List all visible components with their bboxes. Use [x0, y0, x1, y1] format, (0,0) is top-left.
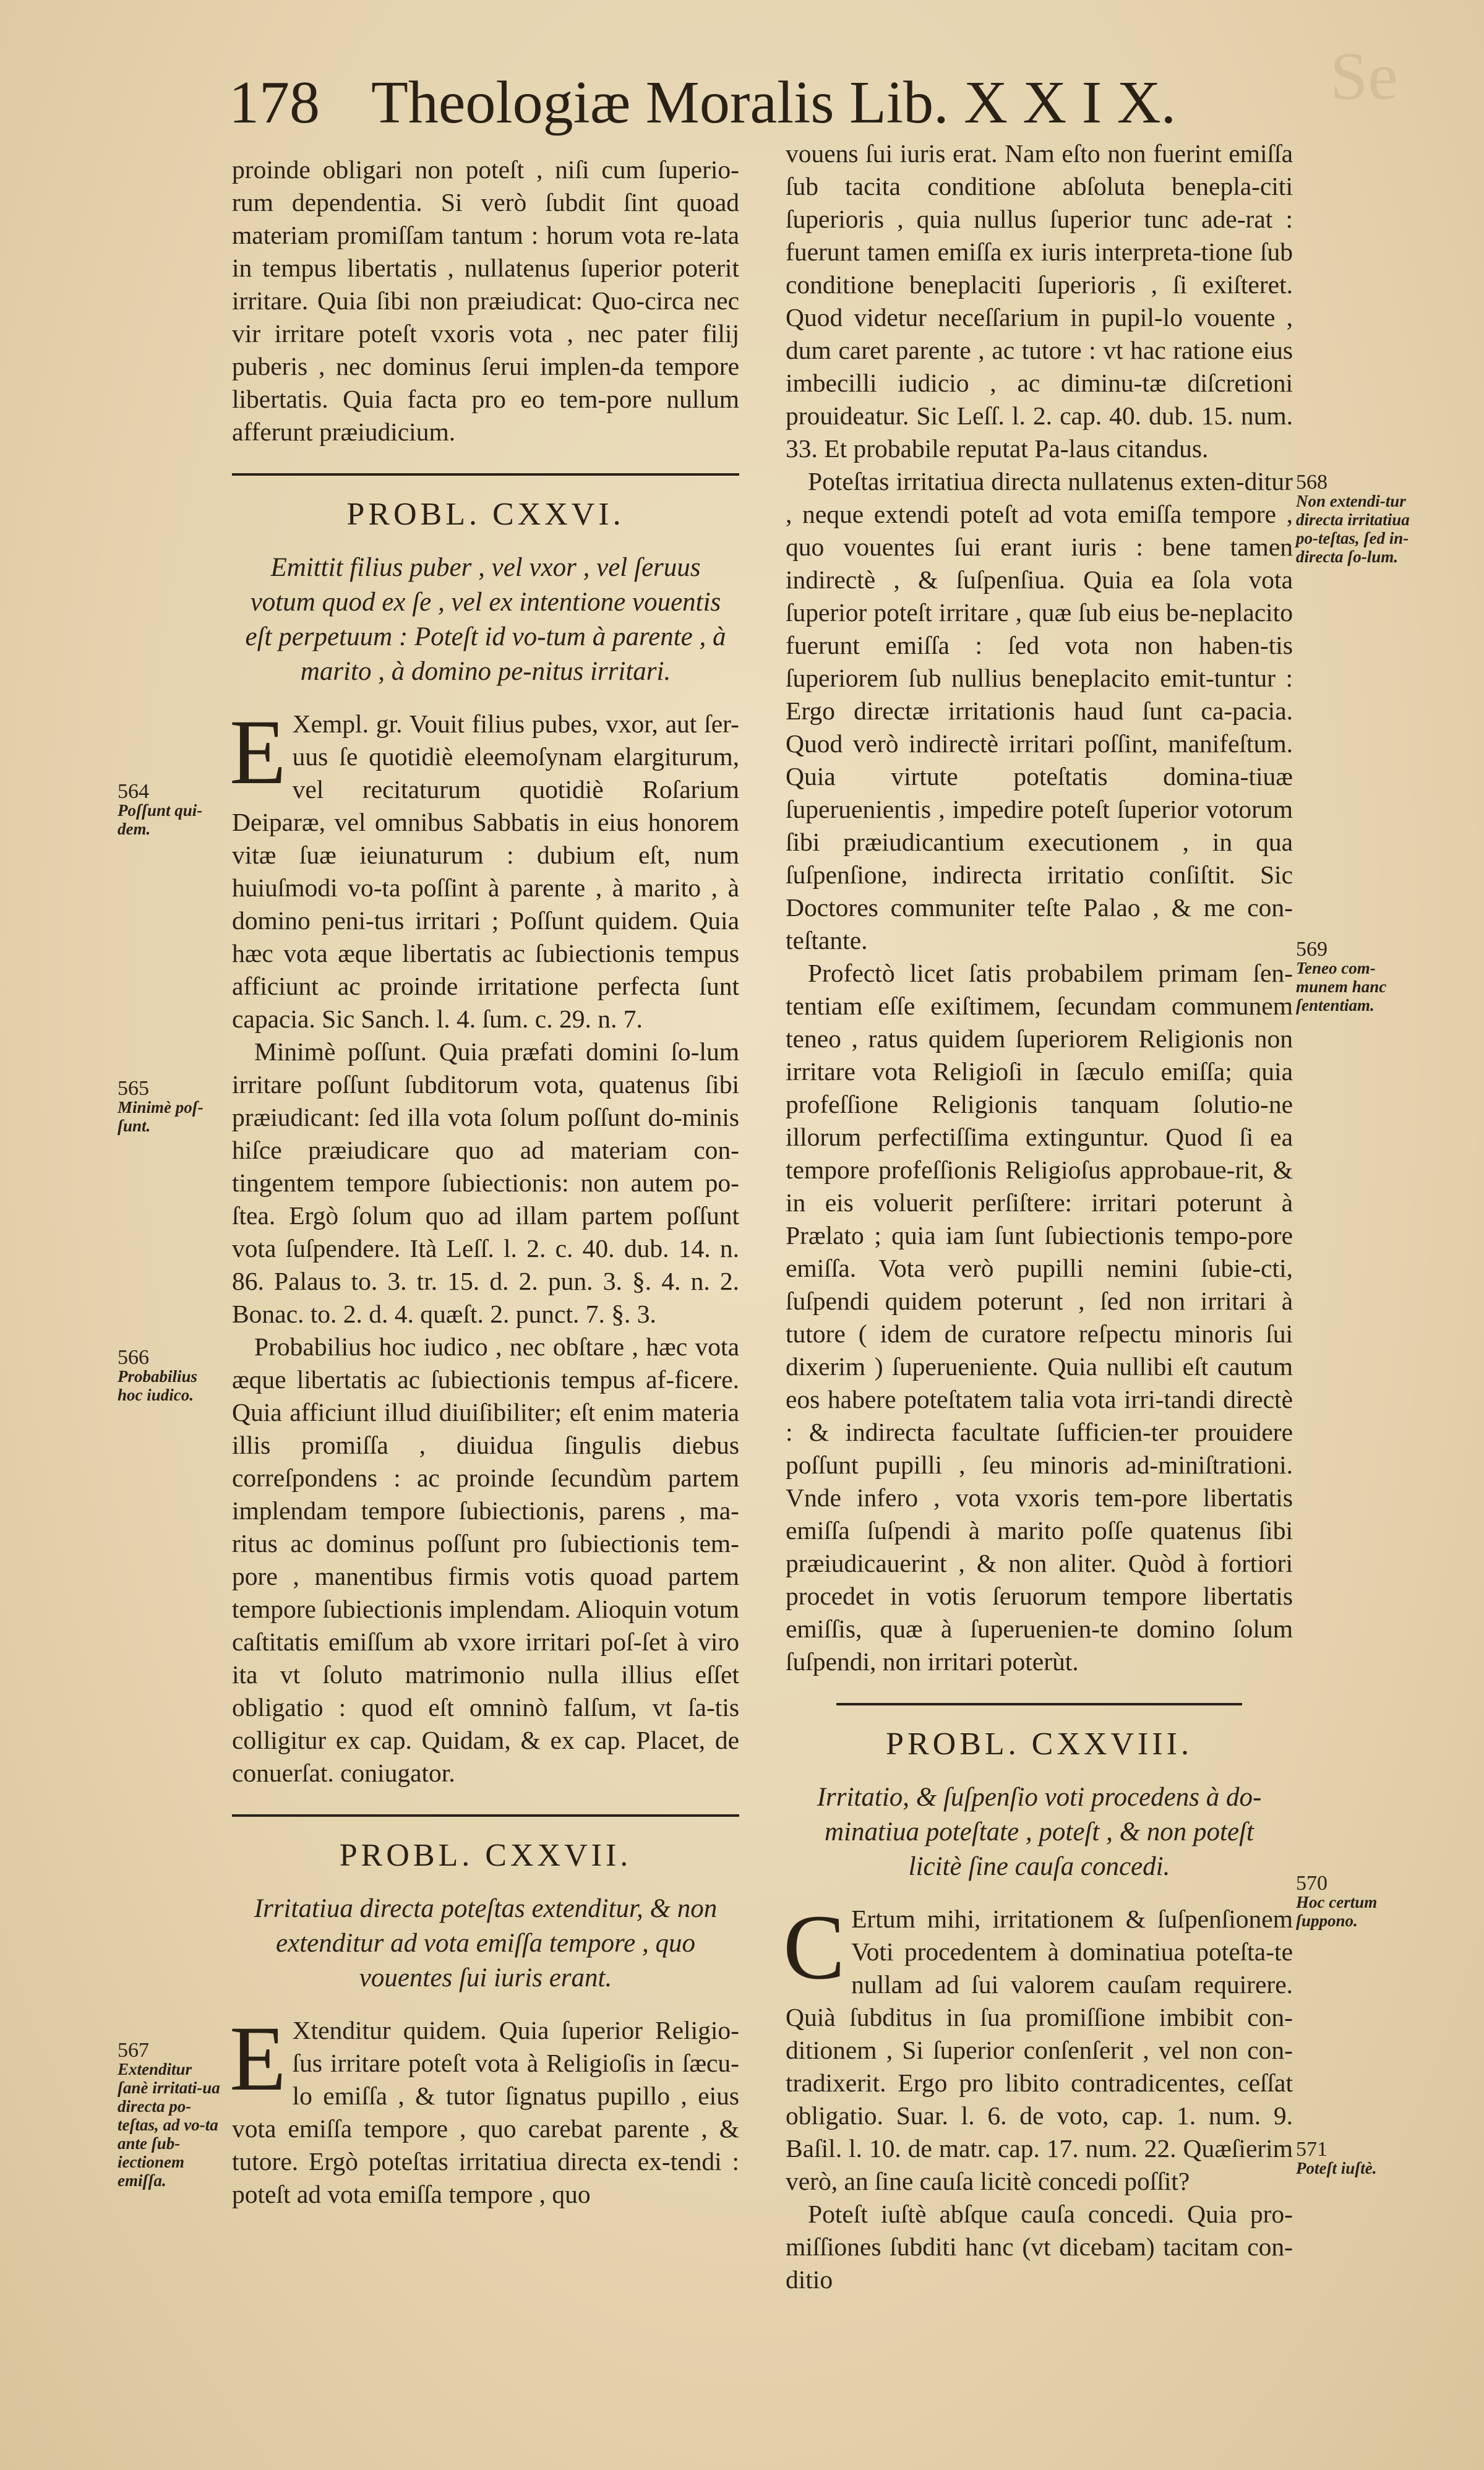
running-header — [229, 68, 1293, 136]
right-column — [783, 137, 1293, 2296]
right-intro-paragraph: vouens ſui iuris erat. Nam eſto non fuerint emiſſa ſub tacita conditione abſoluta benepla-citi ſuperioris , quia nullus ſuperior tunc ade-rat : fuerunt tamen emiſſa ex iuris interpreta-tione ſub conditione beneplaciti ſuperioris , ſi exiſteret. Quod videtur neceſſarium in pupil-lo vouente , dum caret parente , ac tutore : vt hac ratione eius imbecilli iudicio , ac diminu-tæ diſcretioni prouideatur. Sic Leſſ. l. 2. cap. 40. dub. 15. num. 33. Et probabile reputat Pa-laus citandus. — [786, 139, 1293, 463]
marginal-note-567: 567 Extenditur ſanè irritati-ua directa po-teſtas, ad vo-ta ante ſub-iectionem emiſſa. — [118, 2039, 220, 2190]
problem-127-paragraph — [229, 2007, 739, 2211]
marginal-note-565: 565 Minimè poſ-ſunt. — [118, 1077, 204, 1135]
problem-126-paragraph-1 — [229, 701, 739, 1036]
marginal-note-569: 569 Teneo com-munem hanc ſententiam. — [1296, 938, 1387, 1014]
marginal-note-566: 566 Probabilius hoc iudico. — [118, 1346, 198, 1404]
paragraph-text: Xempl. gr. Vouit filius pubes, vxor, aut ſer-uus ſe quotidiè eleemoſynam elargiturum, vel recitaturum quotidiè Roſarium Deiparæ, vel omnibus Sabbatis in eius honorem vitæ ſuæ ieiunaturum : dubium eſt, num huiuſmodi vo-ta poſſint à parente , à marito , à domino peni-tus irritari ; Poſſunt quidem. Quia hæc vota æque libertatis ac ſubiectionis tempus afficiunt ac proinde irritatione perfecta ſunt capacia. Sic Sanch. l. 4. ſum. c. 29. n. 7. — [232, 710, 739, 1033]
running-title: Theologiæ Moralis Lib. X X I X. — [371, 69, 1177, 136]
marginal-note-568: 568 Non extendi-tur directa irritatiua po-teſtas, ſed in-directa ſo-lum. — [1296, 471, 1410, 566]
marginal-note-570: 570 Hoc certum ſuppono. — [1296, 1872, 1378, 1930]
marginal-note-571: 571 Poteſt iuſtè. — [1296, 2138, 1377, 2177]
problem-127-heading: PROBL. CXXVII. — [339, 1838, 632, 1873]
problem-128-question: Irritatio, & ſuſpenſio voti procedens à do-minatiua poteſtate , poteſt , & non poteſt licitè ſine cauſa concedi. — [817, 1783, 1262, 1881]
problem-128-paragraph-1 — [783, 1896, 1293, 2198]
right-paragraph-2: Profectò licet ſatis probabilem primam ſen-tentiam eſſe exiſtimem, ſecundam communem teneo , ratus quidem ſuperiorem Religionis non irritare vota Religioſi in ſæculo emiſſa; quia profeſſione Religionis tanquam ſolutio-ne illorum perfectiſſima extinguntur. Quod ſi ea tempore profeſſionis Religioſus approbaue-rit, & in eis voluerit perſiſtere: irritari poterunt à Prælato ; quia iam ſunt ſubiectionis tempo-pore emiſſa. Vota verò pupilli nemini ſubie-cti, ſuſpendi quidem poterunt , ſed non irritari à tutore ( idem de curatore reſpectu minoris ſui dixerim ) ſuperueniente. Quia nullibi eſt cautum eos habere poteſtatem talia vota irri-tandi directè : & indirecta facultate ſufficien-ter prouidere poſſunt pupilli , ſeu minoris ad-miniſtrationi. Vnde infero , vota vxoris tem-pore libertatis emiſſa ſuſpendi à marito poſſe quatenus ſibi præiudicauerint , & non aliter. Quòd à fortiori procedet in votis ſeruorum tempore libertatis emiſſis, quæ à ſuperuenien-te domino ſolum ſuſpendi, non irritari poterùt. — [786, 959, 1293, 1676]
section-divider — [232, 473, 739, 476]
right-paragraph-1: Poteſtas irritatiua directa nullatenus exten-ditur , neque extendi poteſt ad vota emiſſa tempore , quo vouentes ſui erant iuris : bene tamen indirectè , & ſuſpenſiua. Quia ea ſola vota ſuperior poteſt irritare , quæ ſub eius be-neplacito fuerunt emiſſa : ſed vota non haben-tis ſuperiorem ſub nullius beneplacito emit-tuntur : Ergo directæ irritationis haud ſunt ca-pacia. Quod verò indirectè irritari poſſint, manifeſtum. Quia virtute poteſtatis domina-tiuæ ſuperuenientis , impedire poteſt ſuperior votorum ſibi præiudicantium executionem , in qua ſuſpenſione, indirecta irritatio conſiſtit. Sic Doctores communiter teſte Palao , & me con-teſtante. — [786, 467, 1293, 954]
left-column — [229, 153, 739, 2211]
marginal-note-564: 564 Poſſunt qui-dem. — [118, 780, 203, 838]
problem-127-question: Irritatiua directa poteſtas extenditur, & non extenditur ad vota emiſſa tempore , quo vouentes ſui iuris erant. — [254, 1894, 718, 1992]
bleed-through-text: Se — [1330, 38, 1398, 114]
problem-128-paragraph-2: Poteſt iuſtè abſque cauſa concedi. Quia pro-miſſiones ſubditi hanc (vt dicebam) tacitam con-ditio — [786, 2200, 1293, 2294]
dropcap-letter: E — [229, 2007, 286, 2110]
section-divider — [836, 1703, 1242, 1705]
paragraph-text: Ertum mihi, irritationem & ſuſpenſionem Voti procedentem à dominatiua poteſta-te nullam ad ſui valorem cauſam requirere. Quià ſubditus in ſua promiſſione imbibit con-ditionem , Si ſuperior conſenſerit , vel non con-tradixerit. Ergo pro libito contradicentes, ceſſat obligatio. Suar. l. 6. de voto, cap. 1. num. 9. Baſil. l. 10. de matr. cap. 17. num. 22. Quæſierim verò, an ſine cauſa licitè concedi poſſit? — [786, 1905, 1293, 2195]
problem-126-heading: PROBL. CXXVI. — [346, 497, 625, 532]
dropcap-letter: E — [229, 701, 286, 804]
left-intro-paragraph: proinde obligari non poteſt , niſi cum ſuperio-rum dependentia. Si verò ſubdit ſint quoad materiam promiſſam tantum : horum vota re-lata in tempus libertatis , nullatenus ſuperior poterit irritare. Quia ſibi non præiudicat: Quo-circa nec vir irritare poteſt vxoris vota , nec pater filij puberis , nec dominus ſerui implen-da tempore libertatis. Quia facta pro eo tem-pore nullum afferunt præiudicium. — [232, 155, 739, 446]
problem-126-paragraph-3: Probabilius hoc iudico , nec obſtare , hæc vota æque libertatis ac ſubiectionis tempus af-ficere. Quia afficiunt illud diuiſibiliter; eſt enim materia illis promiſſa , diuidua ſingulis diebus correſpondens : ac proinde ſecundùm partem implendam tempore ſubiectionis, parens , ma-ritus ac dominus poſſunt pro ſubiectionis tem-pore , manentibus firmis votis quoad partem tempore ſubiectionis implendam. Alioquin votum caſtitatis emiſſum ab vxore irritari poſ-ſet à viro ita vt ſoluto matrimonio nulla illius eſſet obligatio : quod eſt omninò falſum, vt ſa-tis colligitur ex cap. Quidam, & ex cap. Placet, de conuerſat. coniugator. — [232, 1332, 739, 1787]
problem-126-paragraph-2: Minimè poſſunt. Quia præfati domini ſo-lum irritare poſſunt ſubditorum vota, quatenus ſibi præiudicant: ſed illa vota ſolum poſſunt do-minis hiſce præiudicare quo ad materiam con-tingentem tempore ſubiectionis: non autem po-ſtea. Ergò ſolum quo ad illam partem poſſunt vota ſuſpendere. Ità Leſſ. l. 2. c. 40. dub. 14. n. 86. Palaus to. 3. tr. 15. d. 2. pun. 3. §. 4. n. 2. Bonac. to. 2. d. 4. quæſt. 2. punct. 7. §. 3. — [232, 1037, 739, 1328]
section-divider — [232, 1814, 739, 1817]
paragraph-text: Xtenditur quidem. Quia ſuperior Religio-ſus irritare poteſt vota à Religioſis in ſæcu-lo emiſſa , & tutor ſignatus pupillo , eius vota emiſſa tempore , quo carebat parente , & tutore. Ergò poteſtas irritatiua directa ex-tendi : poteſt ad vota emiſſa tempore , quo — [232, 2016, 739, 2208]
problem-128-heading: PROBL. CXXVIII. — [886, 1726, 1193, 1762]
problem-126-question: Emittit filius puber , vel vxor , vel ſeruus votum quod ex ſe , vel ex intentione vouentis eſt perpetuum : Poteſt id vo-tum à parente , à marito , à domino pe-nitus irritari. — [245, 553, 726, 686]
dropcap-letter: C — [783, 1896, 846, 1999]
page-number: 178 — [229, 69, 320, 136]
